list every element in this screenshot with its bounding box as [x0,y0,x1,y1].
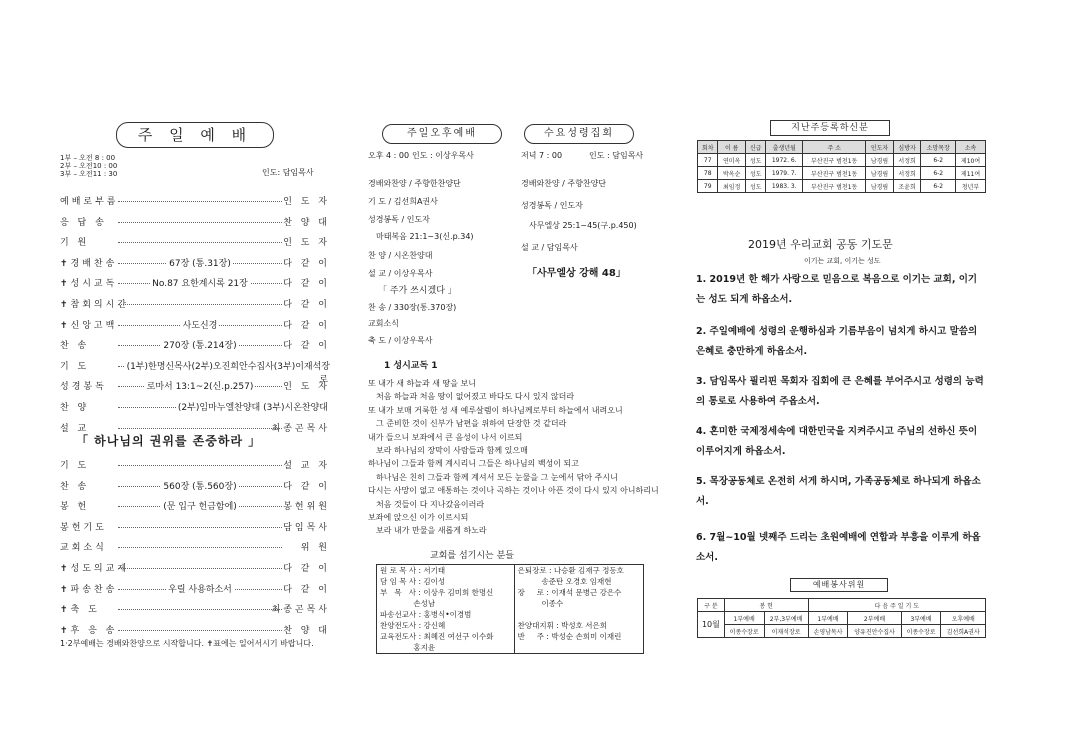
service-row [60,458,330,472]
service-row-label: 봉 헌 [60,502,90,513]
afternoon-item: 마태복음 21:1~3(신.p.34) [376,232,474,241]
news-cell: 1979. 7. [766,167,803,180]
service-row-label: ✝파송찬송 [60,584,118,595]
service-row-label: 기 도 [60,361,90,372]
news-header-cell: 소망목장 [921,141,956,154]
servant-line: 부 목 사 : 이상우 김미희 한명신 [380,588,494,597]
news-header-cell: 신급 [745,141,765,154]
service-row-label: 설 교 [60,423,90,434]
vol-month: 10월 [698,612,725,638]
news-cell: 성도 [745,154,765,167]
afternoon-sermon-title: 「 주가 쓰시겠다 」 [378,286,457,296]
reading-title: 1 성시교독 1 [384,361,438,371]
news-cell: 청년부 [956,180,986,193]
servant-line: 교육전도사 : 최혜진 여선구 이수화 [380,632,494,641]
service-row-role: 찬 양 대 [283,625,330,636]
reading-line: 처음 하늘과 처음 땅이 없어졌고 바다도 다시 있지 않더라 [376,392,575,402]
volunteer-table [697,598,986,638]
prayer-subtitle: 이기는 교회, 이기는 성도 [804,257,881,265]
service-row-leader-dots [118,428,282,429]
service-row-detail-text: 우릴 사용하소서 [168,584,232,595]
service-row-label: 찬 송 [60,341,90,352]
news-cell: 6-2 [921,154,956,167]
service-row-label: 기 원 [60,238,90,249]
service-row [60,561,330,575]
service-row [60,297,330,311]
news-cell: 1983. 3. [766,180,803,193]
service-row [60,623,330,637]
service-row-role: 최종곤목사 [271,423,330,434]
service-row-detail [118,379,282,392]
prayer-item: 2. 주일예배에 성령의 운행하심과 기름부음이 넘치게 하시고 말씀의 은혜로 충만하게 하옵소서. [696,326,978,357]
service-row-label: 봉헌기도 [60,522,107,533]
service-row-detail-text: 270장 (통.214장) [163,341,237,352]
service-row [60,194,330,208]
service-row [60,256,330,270]
servant-line: 담 임 목 사 : 김이성 [380,577,446,586]
service-row-label: ✝성도의교제 [60,564,130,574]
reading-line: 또 내가 보매 거룩한 성 새 예루살렘이 하나님께로부터 하늘에서 내려오니 [368,405,623,415]
news-header-cell: 이 름 [718,141,746,154]
service-row-detail-text: 로마서 13:1~2(신.p.257) [146,382,254,393]
vol-sub-cell: 2부예배 [848,612,901,625]
wednesday-leader: 인도 : 담임목사 [589,151,644,160]
service-row-detail-text: (1부)한명신목사(2부)오진희안수집사(3부)이재석장로 [126,361,330,385]
service-row-role: 봉헌위원 [283,502,330,513]
vol-sub-cell: 1부예배 [808,612,848,625]
service-row [60,582,330,596]
servant-line: 원 로 목 사 : 서기태 [380,566,446,575]
prayer-item: 3. 담임목사 필리핀 목회자 집회에 큰 은혜를 부어주시고 성령의 능력의 통로로 사용하여 주옵소서. [696,376,984,407]
afternoon-item: 설 교 / 이상우목사 [368,269,433,278]
news-cell: 6-2 [921,180,956,193]
reading-line: 내가 들으니 보좌에서 큰 음성이 나서 이르되 [368,432,523,442]
servant-line: 반 주 : 박성순 손희미 이재린 [517,632,622,641]
service-row-leader-dots [118,201,282,202]
news-cell: 서정희 [893,167,921,180]
sermon-title: 「 하나님의 권위를 존중하라 」 [76,434,262,448]
main-leader: 인도: 담임목사 [262,168,314,177]
servant-line: 찬양대지휘 : 박성호 서은희 [517,621,608,630]
reading-line: 하나님은 친히 그들과 함께 계셔서 모든 눈물을 그 눈에서 닦아 주시니 [376,472,618,482]
servant-line: 찬양전도사 : 강신혜 [380,621,446,630]
vol-sub-cell: 3부예배 [901,612,941,625]
vol-sub-cell: 1부예배 [724,612,764,625]
news-header-cell: 출생년월 [766,141,803,154]
time-2: 2부 – 오전10 : 00 [60,162,118,170]
table-row [698,167,986,180]
servants-title: 교회를 섬기시는 분들 [430,551,514,561]
time-1: 1부 – 오전 8 : 00 [60,154,116,162]
service-row-detail [118,318,282,331]
afternoon-item: 교회소식 [368,319,399,328]
service-row [60,215,330,229]
service-row-detail-text: 67장 (통.31장) [169,258,231,269]
service-row-leader-dots [118,304,282,305]
service-row-leader-dots [118,547,282,548]
service-row-label: ✝축 도 [60,605,100,616]
afternoon-leader: 인도 : 이상우목사 [412,151,474,160]
volunteer-title-box: 예배봉사위원 [790,578,888,592]
service-row-label: ✝경배찬송 [60,258,118,269]
vol-value-cell: 손영남목사 [808,625,848,638]
servants-left-cell [377,565,515,654]
service-row-detail [118,479,282,492]
reading-line: 처음 것들이 다 지나갔음이러라 [376,499,485,509]
new-members-title-box: 지난주등록하신분 [770,120,890,136]
news-cell: 부산진구 범천1동 [803,167,866,180]
afternoon-item: 기 도 / 김선희A권사 [368,197,438,206]
service-row-role: 위 원 [300,543,330,554]
news-cell: 79 [698,180,718,193]
afternoon-worship-title: 주일오후예배 [382,124,502,144]
service-row-role: 찬 양 대 [283,217,330,228]
reading-line: 하나님이 그들과 함께 계시리니 그들은 하나님의 백성이 되고 [368,459,579,469]
service-row-label: 예배로부름 [60,197,119,207]
service-row-leader-dots [118,527,282,528]
table-row [698,180,986,193]
prayer-item: 1. 2019년 한 해가 사랑으로 믿음으로 복음으로 이기는 교회, 이기는 성도 되게 하옵소서. [696,274,978,305]
service-row-leader-dots [118,242,282,243]
news-header-cell: 인도자 [866,141,894,154]
service-row-detail [118,276,282,289]
vol-value-cell: 이종수장로 [901,625,941,638]
reading-line: 그 준비한 것이 신부가 남편을 위하여 단장한 것 같더라 [376,419,567,429]
prayer-item: 4. 혼미한 국제정세속에 대한민국을 지켜주시고 주님의 선하신 뜻이 이루어지게 하옵소서. [696,426,978,457]
news-cell: 77 [698,154,718,167]
service-row-role: 인 도 자 [283,382,330,393]
afternoon-item: 성경봉독 / 인도자 [368,215,430,224]
service-row-label: ✝신앙고백 [60,320,118,331]
service-row-role: 담임목사 [283,522,330,533]
news-cell: 1972. 6. [766,154,803,167]
service-row [60,318,330,332]
service-row [60,400,330,414]
vol-value-cell: 이재석장로 [764,625,808,638]
service-row-role: 최종곤목사 [271,605,330,616]
afternoon-item: 찬 양 / 시온찬양대 [368,251,433,260]
service-row-detail-text: 560장 (통.560장) [163,481,237,492]
afternoon-time: 오후 4 : 00 [368,151,410,160]
service-row-role: 다 같 이 [283,300,330,310]
vol-value-cell: 김선희A권사 [941,625,986,638]
vol-header-cell: 봉 헌 [724,599,808,612]
news-cell: 남경림 [866,167,894,180]
service-row [60,276,330,290]
service-row [60,520,330,534]
wednesday-time: 저녁 7 : 00 [521,151,563,160]
service-row [60,540,330,554]
news-cell: 78 [698,167,718,180]
service-row-detail-text: (2부)임마누엘찬양대 (3부)시온찬양대 [177,403,328,413]
new-members-table [697,140,986,193]
table-row [698,154,986,167]
service-row-role: 다 같 이 [283,564,330,574]
service-row-label: ✝참회의시간 [60,300,130,310]
service-row-label: 기 도 [60,461,90,471]
service-row [60,338,330,352]
service-row-label: 교회소식 [60,543,107,554]
servants-table [376,564,644,654]
news-cell: 서정희 [893,154,921,167]
vol-header-cell: 다 음 주 일 기 도 [808,599,985,612]
news-cell: 남경림 [866,154,894,167]
news-cell: 최임정 [718,180,746,193]
vol-sub-cell: 오후예배 [941,612,986,625]
servants-right-cell [514,565,643,654]
service-row-detail-text: No.87 요한계시록 21장 [152,279,248,290]
afternoon-item: 찬 송 / 330장(통.370장) [368,303,457,312]
service-row [60,359,330,385]
servant-line: 파송선교사 : 홍병식•이경범 [380,610,472,619]
service-row-detail [118,256,282,269]
vol-sub-cell: 2부,3부예배 [764,612,808,625]
wednesday-worship-title: 수요성령집회 [524,124,634,144]
service-row-leader-dots [118,465,282,466]
news-cell: 제10여 [956,154,986,167]
prayer-item: 6. 7월~10월 넷째주 드리는 초원예배에 연합과 부흥을 이루게 하옵소서. [696,532,981,563]
servant-line [518,609,640,620]
news-header-cell: 소속 [956,141,986,154]
servant-line: 장 로 : 이재석 문병근 강은수 [517,588,622,597]
prayer-title: 2019년 우리교회 공동 기도문 [748,238,893,251]
service-row-label: 찬 양 [60,403,90,413]
service-row-role: 다 같 이 [283,279,330,290]
service-row-role: 인 도 자 [283,238,330,249]
service-row-leader-dots [118,568,282,569]
service-row-detail [118,400,330,413]
wednesday-sermon-title: 「사무엘상 강해 48」 [527,268,626,279]
service-row-leader-dots [118,609,282,610]
wednesday-item: 성경봉독 / 인도자 [521,201,583,210]
service-row-role: 다 같 이 [283,481,330,492]
service-row-detail-text: 사도신경 [182,320,218,331]
service-row [60,479,330,493]
service-row-label: ✝성시교독 [60,279,118,290]
news-cell: 박옥순 [718,167,746,180]
main-worship-title: 주 일 예 배 [116,122,274,148]
news-header-cell: 심방자 [893,141,921,154]
service-row-leader-dots [118,222,282,223]
vol-value-cell: 이종수장로 [724,625,764,638]
news-header-cell: 회차 [698,141,718,154]
reading-line: 다시는 사망이 없고 애통하는 것이나 곡하는 것이나 아픈 것이 다시 있지 아니하리니 [368,486,659,496]
service-row-role: 다 같 이 [283,258,330,269]
service-row-label: 성경봉독 [60,382,107,393]
servant-line: 손성남 [380,599,436,608]
service-row-role: 다 같 이 [283,341,330,352]
news-cell: 성도 [745,167,765,180]
afternoon-item: 축 도 / 이상우목사 [368,336,433,345]
wednesday-item: 경배와찬양 / 주향찬양단 [521,179,607,188]
service-row [60,499,330,513]
news-cell: 6-2 [921,167,956,180]
news-cell: 남경림 [866,180,894,193]
service-row-role: 다 같 이 [283,584,330,595]
afternoon-item: 경배와찬양 / 주향한찬양단 [368,179,461,188]
servant-line: 은퇴장로 : 나승환 김재구 정동호 [517,566,624,575]
servant-line: 이종수 [517,599,564,608]
wednesday-item: 사무엘상 25:1~45(구.p.450) [529,221,637,230]
service-times [60,154,117,178]
news-cell: 조윤희 [893,180,921,193]
news-header-cell: 주 소 [803,141,866,154]
vol-header-cell: 구 분 [698,599,725,612]
reading-line: 보라 내가 만물을 새롭게 하노라 [376,526,487,536]
service-row-leader-dots [118,630,282,631]
service-row [60,379,330,393]
servant-line: 홍지윤 [380,643,436,652]
service-row-role: 다 같 이 [283,320,330,331]
service-row-detail [118,338,282,351]
wednesday-item: 설 교 / 담임목사 [521,243,578,252]
prayer-item: 5. 목장공동체로 온전히 서게 하시며, 가족공동체로 하나되게 하옵소서. [696,476,981,507]
news-cell: 연미옥 [718,154,746,167]
news-header-row [698,141,986,154]
service-row-label: 응 답 송 [60,217,107,228]
reading-line: 보좌에 앉으신 이가 이르시되 [368,513,469,522]
footnote: 1·2부예배는 경배와찬양으로 시작합니다. ✝표에는 일어서시기 바랍니다. [60,639,314,648]
news-cell: 제11여 [956,167,986,180]
service-row-detail [118,499,282,512]
reading-line: 또 내가 새 하늘과 새 땅을 보니 [368,379,476,388]
service-row-role: 인 도 자 [283,197,330,207]
time-3: 3부 – 오전11 : 30 [60,170,118,178]
service-row [60,235,330,249]
service-row-detail-text: (문 입구 헌금함에) [163,502,237,513]
news-cell: 성도 [745,180,765,193]
service-row [60,602,330,616]
news-cell: 부산진구 범천1동 [803,154,866,167]
service-row-label: 찬 송 [60,481,90,492]
service-row-role: 설 교 자 [283,461,330,471]
reading-line: 보라 하나님의 장막이 사람들과 함께 있으매 [376,446,528,455]
servant-line: 송준탄 오경호 임재현 [517,577,612,586]
vol-value-cell: 양유진안수집사 [848,625,901,638]
news-cell: 부산진구 범천1동 [803,180,866,193]
service-row-detail [118,582,282,595]
service-row-label: ✝후 응 송 [60,625,118,636]
